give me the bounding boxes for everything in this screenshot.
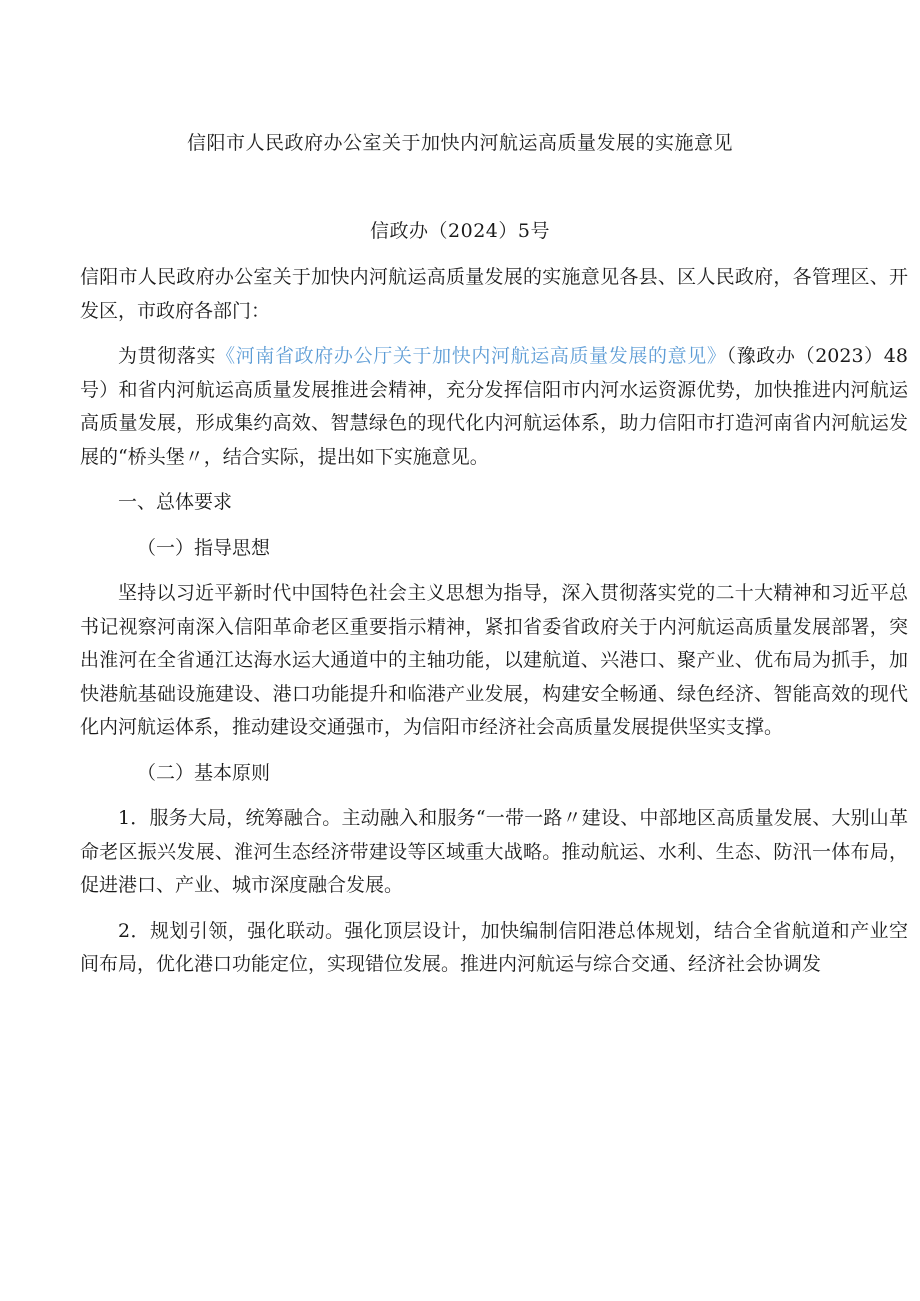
subsection-heading-basic-principles: （二）基本原则 — [137, 761, 271, 784]
intro-paragraph — [80, 340, 908, 474]
intro-prefix: 为贯彻落实 — [118, 345, 217, 367]
document-number: 信政办（2024）5号 — [370, 220, 550, 242]
guiding-ideology-paragraph: 坚持以习近平新时代中国特色社会主义思想为指导，深入贯彻落实党的二十大精神和习近平总书记视察河南深入信阳革命老区重要指示精神，紧扣省委省政府关于内河航运高质量发展部署，突出淮河在全省通江达海水运大通道中的主轴功能，以建航道、兴港口、聚产业、优布局为抓手，加快港航基础设施建设、港口功能提升和临港产业发展，构建安全畅通、绿色经济、智能高效的现代化内河航运体系，推动建设交通强市，为信阳市经济社会高质量发展提供坚实支撑。 — [80, 582, 908, 738]
document-title: 信阳市人民政府办公室关于加快内河航运高质量发展的实施意见 — [186, 132, 733, 154]
subsection-heading-guiding-ideology: （一）指导思想 — [137, 536, 271, 559]
principle-1-paragraph: 1．服务大局，统筹融合。主动融入和服务“一带一路〃建设、中部地区高质量发展、大别山革命老区振兴发展、淮河生态经济带建设等区域重大战略。推动航运、水利、生态、防汛一体布局，促进港口、产业、城市深度融合发展。 — [80, 807, 908, 896]
policy-link[interactable]: 《河南省政府办公厅关于加快内河航运高质量发展的意见》 — [216, 345, 727, 367]
principle-2-paragraph: 2．规划引领，强化联动。强化顶层设计，加快编制信阳港总体规划，结合全省航道和产业空间布局，优化港口功能定位，实现错位发展。推进内河航运与综合交通、经济社会协调发 — [80, 919, 908, 975]
intro-suffix: （豫政办（2023）48号）和省内河航运高质量发展推进会精神，充分发挥信阳市内河水运资源优势，加快推进内河航运高质量发展，形成集约高效、智慧绿色的现代化内河航运体系，助力信阳市打造河南省内河航运发展的“桥头堡〃，结合实际，提出如下实施意见。 — [80, 345, 908, 468]
section-heading-general-requirements: 一、总体要求 — [118, 491, 233, 513]
document-body — [80, 261, 908, 994]
salutation: 信阳市人民政府办公室关于加快内河航运高质量发展的实施意见各县、区人民政府，各管理区、开发区，市政府各部门： — [80, 266, 908, 322]
